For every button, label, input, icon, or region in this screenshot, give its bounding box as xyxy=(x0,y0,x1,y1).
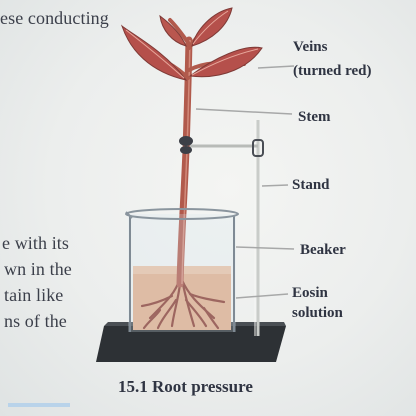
stem-clamp-ring xyxy=(179,136,193,146)
leader-beaker xyxy=(236,247,294,249)
leaf-top-right xyxy=(192,8,232,46)
body-text-line: ese conducting xyxy=(0,8,109,28)
label-eosin-solution: Eosin solution xyxy=(292,285,343,321)
label-stem: Stem xyxy=(298,109,331,125)
body-text-line: tain like xyxy=(4,285,64,305)
beaker xyxy=(126,209,238,332)
leader-eosin xyxy=(236,294,288,298)
label-beaker: Beaker xyxy=(300,242,346,258)
leader-stem xyxy=(196,109,292,114)
label-veins: Veins (turned red) xyxy=(293,39,372,79)
leaf-right xyxy=(190,47,262,76)
figure-caption: 15.1 Root pressure xyxy=(118,377,253,396)
label-stand: Stand xyxy=(292,177,330,193)
body-text-line: e with its xyxy=(2,233,69,253)
body-text-line: wn in the xyxy=(4,259,72,279)
leader-stand xyxy=(262,185,288,186)
decorative-bar xyxy=(8,403,70,407)
leader-veins xyxy=(258,66,294,68)
body-text-line: ns of the xyxy=(4,311,67,331)
